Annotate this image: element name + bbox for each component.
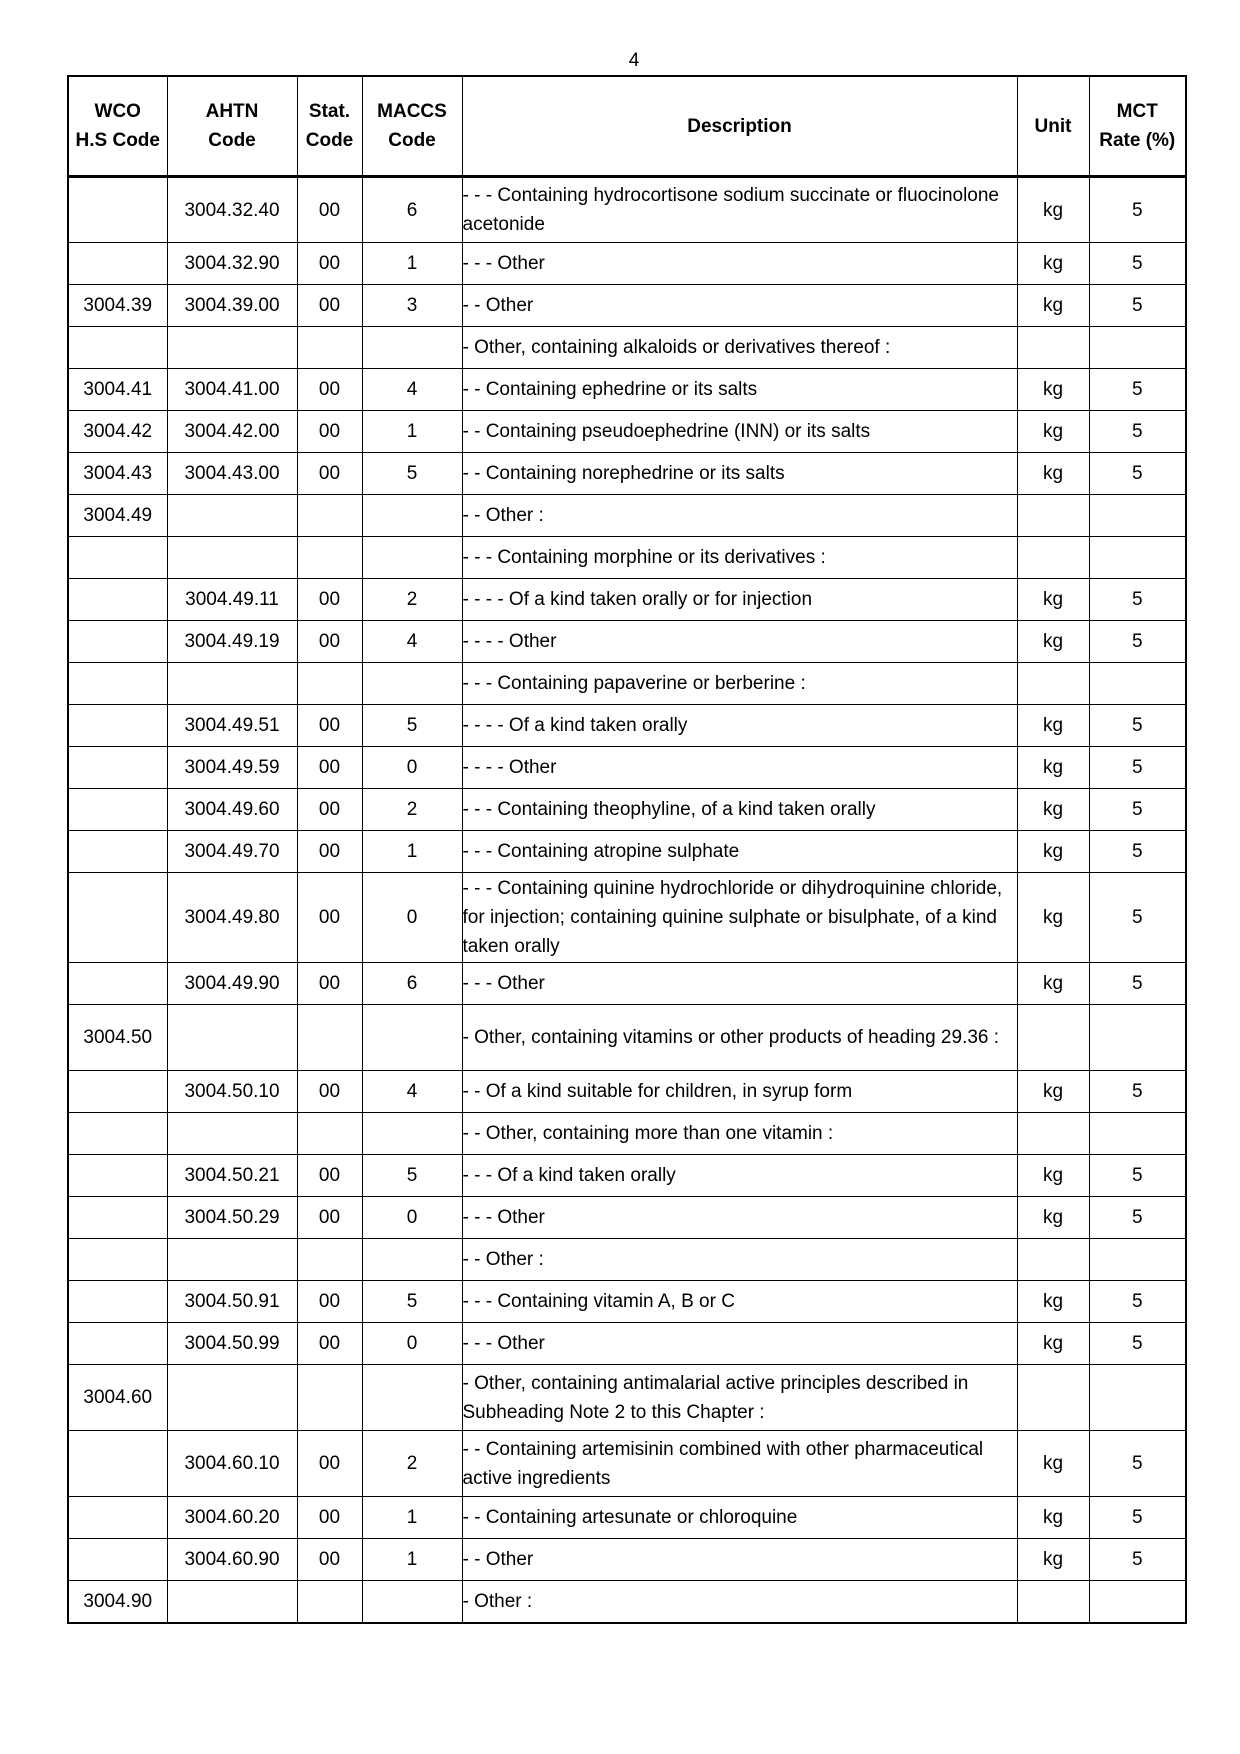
cell-maccs-code <box>362 537 462 579</box>
cell-mct-rate: 5 <box>1089 1431 1186 1497</box>
cell-unit: kg <box>1017 1539 1089 1581</box>
cell-mct-rate: 5 <box>1089 1539 1186 1581</box>
cell-description: - - - Containing theophyline, of a kind taken orally <box>462 789 1017 831</box>
table-row <box>68 747 1186 789</box>
table-row <box>68 789 1186 831</box>
cell-description: - - - Of a kind taken orally <box>462 1155 1017 1197</box>
table-row <box>68 243 1186 285</box>
cell-stat-code: 00 <box>297 285 362 327</box>
table-row <box>68 1365 1186 1431</box>
cell-wco-hs-code <box>68 1155 167 1197</box>
cell-unit: kg <box>1017 1431 1089 1497</box>
cell-stat-code <box>297 1005 362 1071</box>
cell-maccs-code <box>362 1005 462 1071</box>
cell-ahtn-code: 3004.50.21 <box>167 1155 297 1197</box>
cell-ahtn-code: 3004.49.19 <box>167 621 297 663</box>
cell-description: - - Of a kind suitable for children, in syrup form <box>462 1071 1017 1113</box>
cell-ahtn-code <box>167 1113 297 1155</box>
table-row <box>68 831 1186 873</box>
cell-wco-hs-code <box>68 831 167 873</box>
cell-ahtn-code: 3004.39.00 <box>167 285 297 327</box>
cell-unit <box>1017 1239 1089 1281</box>
cell-wco-hs-code <box>68 1113 167 1155</box>
cell-maccs-code: 0 <box>362 1323 462 1365</box>
table-row <box>68 963 1186 1005</box>
cell-maccs-code: 5 <box>362 1281 462 1323</box>
cell-description: - - Containing ephedrine or its salts <box>462 369 1017 411</box>
cell-stat-code: 00 <box>297 621 362 663</box>
cell-description: - Other, containing alkaloids or derivatives thereof : <box>462 327 1017 369</box>
table-row <box>68 1239 1186 1281</box>
cell-maccs-code <box>362 1239 462 1281</box>
table-row <box>68 1155 1186 1197</box>
cell-description: - - - Containing papaverine or berberine : <box>462 663 1017 705</box>
cell-unit <box>1017 1113 1089 1155</box>
header-wco-hs-code: WCO H.S Code <box>68 76 167 177</box>
cell-ahtn-code: 3004.32.90 <box>167 243 297 285</box>
cell-ahtn-code: 3004.49.59 <box>167 747 297 789</box>
cell-wco-hs-code <box>68 537 167 579</box>
cell-maccs-code: 1 <box>362 411 462 453</box>
table-row <box>68 1071 1186 1113</box>
cell-stat-code: 00 <box>297 1197 362 1239</box>
cell-maccs-code: 2 <box>362 789 462 831</box>
cell-wco-hs-code <box>68 243 167 285</box>
cell-maccs-code <box>362 1365 462 1431</box>
cell-unit <box>1017 1005 1089 1071</box>
cell-description: - - - Containing hydrocortisone sodium succinate or fluocinolone acetonide <box>462 177 1017 243</box>
cell-mct-rate: 5 <box>1089 1155 1186 1197</box>
cell-description: - - Other : <box>462 1239 1017 1281</box>
cell-wco-hs-code: 3004.42 <box>68 411 167 453</box>
cell-description: - - - Containing atropine sulphate <box>462 831 1017 873</box>
cell-description: - - Other <box>462 1539 1017 1581</box>
cell-mct-rate: 5 <box>1089 1071 1186 1113</box>
header-stat-code: Stat. Code <box>297 76 362 177</box>
tariff-table <box>67 75 1187 1624</box>
cell-maccs-code <box>362 663 462 705</box>
cell-ahtn-code <box>167 1239 297 1281</box>
cell-maccs-code: 5 <box>362 1155 462 1197</box>
cell-ahtn-code <box>167 663 297 705</box>
cell-maccs-code: 1 <box>362 1539 462 1581</box>
cell-mct-rate: 5 <box>1089 831 1186 873</box>
cell-mct-rate: 5 <box>1089 621 1186 663</box>
cell-wco-hs-code <box>68 789 167 831</box>
cell-maccs-code <box>362 1581 462 1623</box>
cell-ahtn-code: 3004.49.80 <box>167 873 297 963</box>
cell-description: - - - Containing vitamin A, B or C <box>462 1281 1017 1323</box>
cell-mct-rate: 5 <box>1089 453 1186 495</box>
cell-ahtn-code <box>167 1005 297 1071</box>
cell-unit <box>1017 1581 1089 1623</box>
cell-maccs-code <box>362 495 462 537</box>
cell-mct-rate: 5 <box>1089 1197 1186 1239</box>
table-row <box>68 1431 1186 1497</box>
cell-unit: kg <box>1017 621 1089 663</box>
header-maccs-code: MACCS Code <box>362 76 462 177</box>
cell-description: - Other : <box>462 1581 1017 1623</box>
cell-maccs-code: 1 <box>362 831 462 873</box>
cell-mct-rate: 5 <box>1089 411 1186 453</box>
table-row <box>68 1281 1186 1323</box>
cell-stat-code: 00 <box>297 1071 362 1113</box>
table-row <box>68 1113 1186 1155</box>
cell-mct-rate: 5 <box>1089 579 1186 621</box>
cell-maccs-code: 2 <box>362 1431 462 1497</box>
cell-mct-rate <box>1089 663 1186 705</box>
cell-wco-hs-code <box>68 963 167 1005</box>
cell-mct-rate: 5 <box>1089 963 1186 1005</box>
table-row <box>68 285 1186 327</box>
cell-wco-hs-code: 3004.43 <box>68 453 167 495</box>
cell-unit: kg <box>1017 285 1089 327</box>
cell-unit: kg <box>1017 1281 1089 1323</box>
cell-wco-hs-code: 3004.49 <box>68 495 167 537</box>
cell-stat-code: 00 <box>297 369 362 411</box>
cell-wco-hs-code <box>68 1197 167 1239</box>
cell-maccs-code: 3 <box>362 285 462 327</box>
cell-ahtn-code: 3004.50.99 <box>167 1323 297 1365</box>
cell-wco-hs-code: 3004.50 <box>68 1005 167 1071</box>
cell-maccs-code <box>362 327 462 369</box>
cell-unit: kg <box>1017 1071 1089 1113</box>
cell-wco-hs-code <box>68 177 167 243</box>
cell-stat-code: 00 <box>297 1539 362 1581</box>
cell-mct-rate: 5 <box>1089 747 1186 789</box>
cell-description: - - Other, containing more than one vitamin : <box>462 1113 1017 1155</box>
cell-wco-hs-code <box>68 327 167 369</box>
cell-wco-hs-code: 3004.90 <box>68 1581 167 1623</box>
cell-mct-rate <box>1089 1581 1186 1623</box>
table-row <box>68 1005 1186 1071</box>
cell-ahtn-code <box>167 1581 297 1623</box>
cell-unit: kg <box>1017 243 1089 285</box>
cell-unit: kg <box>1017 369 1089 411</box>
cell-stat-code <box>297 1239 362 1281</box>
cell-description: - - - - Of a kind taken orally <box>462 705 1017 747</box>
cell-stat-code: 00 <box>297 1497 362 1539</box>
cell-wco-hs-code: 3004.60 <box>68 1365 167 1431</box>
cell-mct-rate: 5 <box>1089 1323 1186 1365</box>
cell-wco-hs-code <box>68 1431 167 1497</box>
cell-maccs-code: 4 <box>362 621 462 663</box>
cell-unit: kg <box>1017 1323 1089 1365</box>
cell-description: - - Containing norephedrine or its salts <box>462 453 1017 495</box>
cell-stat-code: 00 <box>297 1431 362 1497</box>
cell-description: - - - Other <box>462 243 1017 285</box>
cell-wco-hs-code <box>68 1323 167 1365</box>
table-row <box>68 411 1186 453</box>
cell-mct-rate <box>1089 495 1186 537</box>
cell-mct-rate: 5 <box>1089 705 1186 747</box>
cell-maccs-code: 2 <box>362 579 462 621</box>
table-row <box>68 1323 1186 1365</box>
cell-unit: kg <box>1017 963 1089 1005</box>
table-row <box>68 369 1186 411</box>
cell-description: - - Containing artesunate or chloroquine <box>462 1497 1017 1539</box>
cell-maccs-code: 4 <box>362 369 462 411</box>
cell-description: - - Other : <box>462 495 1017 537</box>
cell-unit <box>1017 495 1089 537</box>
cell-ahtn-code: 3004.49.90 <box>167 963 297 1005</box>
cell-description: - - Other <box>462 285 1017 327</box>
cell-stat-code: 00 <box>297 1281 362 1323</box>
cell-mct-rate: 5 <box>1089 369 1186 411</box>
cell-mct-rate: 5 <box>1089 243 1186 285</box>
cell-mct-rate: 5 <box>1089 177 1186 243</box>
cell-ahtn-code: 3004.32.40 <box>167 177 297 243</box>
cell-ahtn-code: 3004.42.00 <box>167 411 297 453</box>
cell-unit <box>1017 1365 1089 1431</box>
table-row <box>68 1497 1186 1539</box>
cell-unit: kg <box>1017 789 1089 831</box>
cell-description: - - - Other <box>462 1323 1017 1365</box>
cell-ahtn-code: 3004.60.90 <box>167 1539 297 1581</box>
header-description: Description <box>462 76 1017 177</box>
cell-maccs-code <box>362 1113 462 1155</box>
cell-unit: kg <box>1017 705 1089 747</box>
cell-ahtn-code <box>167 327 297 369</box>
cell-unit: kg <box>1017 831 1089 873</box>
cell-wco-hs-code <box>68 1239 167 1281</box>
cell-stat-code: 00 <box>297 177 362 243</box>
cell-stat-code: 00 <box>297 1323 362 1365</box>
cell-stat-code <box>297 327 362 369</box>
cell-maccs-code: 5 <box>362 453 462 495</box>
cell-unit: kg <box>1017 453 1089 495</box>
cell-stat-code: 00 <box>297 963 362 1005</box>
cell-unit: kg <box>1017 1197 1089 1239</box>
cell-stat-code: 00 <box>297 831 362 873</box>
cell-ahtn-code: 3004.50.29 <box>167 1197 297 1239</box>
cell-maccs-code: 4 <box>362 1071 462 1113</box>
cell-stat-code: 00 <box>297 873 362 963</box>
table-row <box>68 1539 1186 1581</box>
cell-maccs-code: 1 <box>362 1497 462 1539</box>
cell-stat-code: 00 <box>297 705 362 747</box>
cell-mct-rate <box>1089 1113 1186 1155</box>
cell-wco-hs-code <box>68 705 167 747</box>
cell-mct-rate: 5 <box>1089 789 1186 831</box>
cell-unit <box>1017 327 1089 369</box>
cell-description: - - Containing artemisinin combined with other pharmaceutical active ingredients <box>462 1431 1017 1497</box>
cell-stat-code <box>297 1113 362 1155</box>
cell-unit: kg <box>1017 177 1089 243</box>
cell-maccs-code: 0 <box>362 747 462 789</box>
cell-stat-code: 00 <box>297 747 362 789</box>
table-row <box>68 1581 1186 1623</box>
cell-mct-rate <box>1089 1005 1186 1071</box>
cell-unit: kg <box>1017 747 1089 789</box>
cell-unit <box>1017 537 1089 579</box>
cell-stat-code <box>297 495 362 537</box>
cell-ahtn-code: 3004.60.20 <box>167 1497 297 1539</box>
header-row <box>68 76 1186 177</box>
cell-ahtn-code: 3004.49.11 <box>167 579 297 621</box>
cell-stat-code: 00 <box>297 453 362 495</box>
cell-maccs-code: 0 <box>362 1197 462 1239</box>
cell-ahtn-code: 3004.50.91 <box>167 1281 297 1323</box>
cell-ahtn-code <box>167 537 297 579</box>
cell-description: - - - Other <box>462 1197 1017 1239</box>
cell-description: - - - - Other <box>462 747 1017 789</box>
cell-wco-hs-code <box>68 663 167 705</box>
cell-ahtn-code: 3004.49.70 <box>167 831 297 873</box>
cell-description: - Other, containing antimalarial active principles described in Subheading Note 2 to this Chapter : <box>462 1365 1017 1431</box>
cell-description: - - - - Other <box>462 621 1017 663</box>
cell-maccs-code: 6 <box>362 177 462 243</box>
cell-ahtn-code <box>167 495 297 537</box>
table-row <box>68 873 1186 963</box>
cell-wco-hs-code: 3004.39 <box>68 285 167 327</box>
cell-mct-rate <box>1089 1365 1186 1431</box>
cell-unit: kg <box>1017 873 1089 963</box>
tariff-body <box>68 177 1186 1623</box>
cell-unit: kg <box>1017 579 1089 621</box>
cell-stat-code: 00 <box>297 1155 362 1197</box>
table-row <box>68 327 1186 369</box>
cell-mct-rate: 5 <box>1089 873 1186 963</box>
cell-maccs-code: 5 <box>362 705 462 747</box>
cell-description: - Other, containing vitamins or other products of heading 29.36 : <box>462 1005 1017 1071</box>
cell-wco-hs-code <box>68 1071 167 1113</box>
table-row <box>68 705 1186 747</box>
cell-ahtn-code: 3004.49.60 <box>167 789 297 831</box>
cell-wco-hs-code <box>68 873 167 963</box>
cell-stat-code: 00 <box>297 411 362 453</box>
table-row <box>68 177 1186 243</box>
table-row <box>68 453 1186 495</box>
cell-mct-rate <box>1089 1239 1186 1281</box>
cell-description: - - - Containing morphine or its derivatives : <box>462 537 1017 579</box>
cell-mct-rate: 5 <box>1089 285 1186 327</box>
table-row <box>68 1197 1186 1239</box>
cell-description: - - - Containing quinine hydrochloride or dihydroquinine chloride, for injection; containing quinine sulphate or bisulphate, of a kind taken orally <box>462 873 1017 963</box>
cell-ahtn-code: 3004.43.00 <box>167 453 297 495</box>
cell-stat-code: 00 <box>297 243 362 285</box>
cell-maccs-code: 1 <box>362 243 462 285</box>
table-row <box>68 537 1186 579</box>
cell-wco-hs-code <box>68 579 167 621</box>
cell-mct-rate <box>1089 537 1186 579</box>
cell-description: - - - - Of a kind taken orally or for injection <box>462 579 1017 621</box>
table-row <box>68 579 1186 621</box>
cell-stat-code <box>297 537 362 579</box>
cell-ahtn-code: 3004.49.51 <box>167 705 297 747</box>
header-ahtn-code: AHTN Code <box>167 76 297 177</box>
cell-wco-hs-code <box>68 1539 167 1581</box>
cell-mct-rate <box>1089 327 1186 369</box>
cell-description: - - Containing pseudoephedrine (INN) or its salts <box>462 411 1017 453</box>
cell-unit <box>1017 663 1089 705</box>
cell-stat-code <box>297 663 362 705</box>
cell-stat-code: 00 <box>297 579 362 621</box>
cell-unit: kg <box>1017 1155 1089 1197</box>
cell-ahtn-code: 3004.41.00 <box>167 369 297 411</box>
table-row <box>68 495 1186 537</box>
cell-mct-rate: 5 <box>1089 1497 1186 1539</box>
cell-description: - - - Other <box>462 963 1017 1005</box>
cell-wco-hs-code: 3004.41 <box>68 369 167 411</box>
cell-mct-rate: 5 <box>1089 1281 1186 1323</box>
page-number: 4 <box>628 50 640 71</box>
cell-ahtn-code: 3004.60.10 <box>167 1431 297 1497</box>
cell-unit: kg <box>1017 411 1089 453</box>
cell-maccs-code: 0 <box>362 873 462 963</box>
cell-ahtn-code: 3004.50.10 <box>167 1071 297 1113</box>
cell-stat-code: 00 <box>297 789 362 831</box>
cell-ahtn-code <box>167 1365 297 1431</box>
cell-wco-hs-code <box>68 747 167 789</box>
header-mct-rate: MCT Rate (%) <box>1089 76 1186 177</box>
cell-stat-code <box>297 1581 362 1623</box>
cell-wco-hs-code <box>68 1281 167 1323</box>
cell-wco-hs-code <box>68 1497 167 1539</box>
table-row <box>68 621 1186 663</box>
cell-wco-hs-code <box>68 621 167 663</box>
header-unit: Unit <box>1017 76 1089 177</box>
cell-unit: kg <box>1017 1497 1089 1539</box>
table-row <box>68 663 1186 705</box>
cell-stat-code <box>297 1365 362 1431</box>
cell-maccs-code: 6 <box>362 963 462 1005</box>
